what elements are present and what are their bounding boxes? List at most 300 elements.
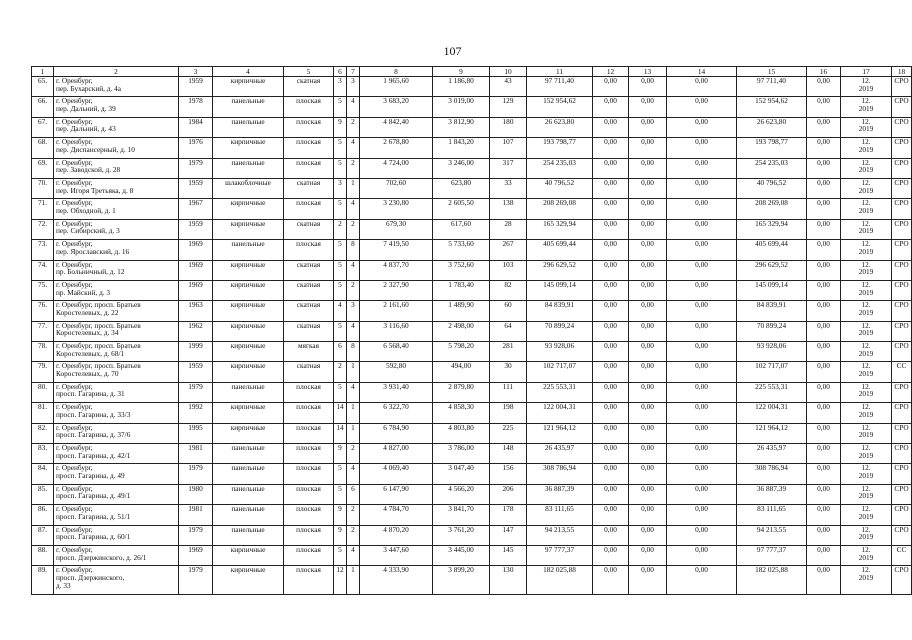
address-line: пер. Ярославский, д. 16 bbox=[56, 246, 130, 256]
deadline-cell bbox=[841, 199, 892, 219]
cost-col15-cell: 36 887,39 bbox=[737, 484, 807, 504]
column-number-header: 9 bbox=[433, 67, 490, 77]
build-year-cell: 1969 bbox=[179, 260, 213, 280]
cost-col14-cell: 0,00 bbox=[667, 158, 737, 178]
table-header bbox=[32, 67, 912, 77]
column-number-header: 15 bbox=[737, 67, 807, 77]
table-row bbox=[32, 199, 912, 219]
build-year-cell: 1999 bbox=[179, 342, 213, 362]
cost-col15-cell: 26 623,80 bbox=[737, 117, 807, 137]
column-number-header: 11 bbox=[527, 67, 593, 77]
row-number-cell: 74. bbox=[32, 260, 54, 280]
entrances-cell: 4 bbox=[347, 464, 360, 484]
residents-cell: 107 bbox=[490, 138, 527, 158]
cost-col14-cell: 0,00 bbox=[667, 321, 737, 341]
build-year-cell: 1969 bbox=[179, 280, 213, 300]
residents-cell: 225 bbox=[490, 423, 527, 443]
funding-method-cell: СРО bbox=[892, 199, 912, 219]
cost-col15-cell: 40 796,52 bbox=[737, 178, 807, 198]
residents-cell: 111 bbox=[490, 382, 527, 402]
cost-col14-cell: 0,00 bbox=[667, 199, 737, 219]
deadline-line: 2019 bbox=[858, 165, 874, 175]
deadline-line: 2019 bbox=[858, 307, 874, 317]
entrances-cell: 3 bbox=[347, 77, 360, 97]
total-area-cell: 4 069,40 bbox=[360, 464, 433, 484]
total-cost-cell: 225 553,31 bbox=[527, 382, 593, 402]
column-number-header: 2 bbox=[54, 67, 179, 77]
cost-col13-cell: 0,00 bbox=[629, 97, 667, 117]
floors-cell: 12 bbox=[334, 566, 347, 595]
cost-col12-cell: 0,00 bbox=[593, 138, 629, 158]
wall-material-cell: кирпичные bbox=[213, 566, 284, 595]
wall-material-cell: панельные bbox=[213, 525, 284, 545]
total-cost-cell: 182 025,88 bbox=[527, 566, 593, 595]
cost-col12-cell: 0,00 bbox=[593, 484, 629, 504]
table-row bbox=[32, 260, 912, 280]
wall-material-cell: панельные bbox=[213, 382, 284, 402]
address-line: пер. Сибирский, д. 3 bbox=[56, 226, 120, 236]
cost-col12-cell: 0,00 bbox=[593, 260, 629, 280]
deadline-line: 12. bbox=[861, 402, 871, 412]
address-line: г. Оренбург, bbox=[56, 198, 93, 208]
build-year-cell: 1959 bbox=[179, 362, 213, 382]
column-number-header: 4 bbox=[213, 67, 284, 77]
build-year-cell: 1978 bbox=[179, 97, 213, 117]
wall-material-cell: кирпичные bbox=[213, 403, 284, 423]
wall-material-cell: кирпичные bbox=[213, 199, 284, 219]
wall-material-cell: кирпичные bbox=[213, 545, 284, 565]
total-area-cell: 4 333,90 bbox=[360, 566, 433, 595]
total-area-cell: 2 327,90 bbox=[360, 280, 433, 300]
funding-method-cell: СРО bbox=[892, 219, 912, 239]
address-line: пер. Бухарский, д. 4а bbox=[56, 83, 122, 93]
cost-col13-cell: 0,00 bbox=[629, 382, 667, 402]
cost-col16-cell: 0,00 bbox=[807, 260, 841, 280]
address-cell bbox=[54, 525, 179, 545]
address-line: г. Оренбург, просп. Братьев bbox=[56, 341, 141, 351]
row-number-cell: 89. bbox=[32, 566, 54, 595]
deadline-line: 2019 bbox=[858, 511, 874, 521]
deadline-line: 2019 bbox=[858, 246, 874, 256]
wall-material-cell: шлакоблочные bbox=[213, 178, 284, 198]
address-line: г. Оренбург, bbox=[56, 443, 93, 453]
floors-cell: 5 bbox=[334, 138, 347, 158]
deadline-line: 2019 bbox=[858, 185, 874, 195]
living-area-cell: 5 798,20 bbox=[433, 342, 490, 362]
cost-col16-cell: 0,00 bbox=[807, 403, 841, 423]
deadline-cell bbox=[841, 117, 892, 137]
cost-col13-cell: 0,00 bbox=[629, 362, 667, 382]
floors-cell: 5 bbox=[334, 321, 347, 341]
living-area-cell: 4 858,30 bbox=[433, 403, 490, 423]
cost-col15-cell: 97 777,37 bbox=[737, 545, 807, 565]
address-cell bbox=[54, 505, 179, 525]
cost-col13-cell: 0,00 bbox=[629, 199, 667, 219]
deadline-cell bbox=[841, 97, 892, 117]
build-year-cell: 1969 bbox=[179, 240, 213, 260]
wall-material-cell: кирпичные bbox=[213, 423, 284, 443]
cost-col16-cell: 0,00 bbox=[807, 464, 841, 484]
build-year-cell: 1995 bbox=[179, 423, 213, 443]
total-area-cell: 4 842,40 bbox=[360, 117, 433, 137]
deadline-cell bbox=[841, 505, 892, 525]
roof-type-cell: плоская bbox=[284, 444, 334, 464]
total-cost-cell: 97 777,37 bbox=[527, 545, 593, 565]
entrances-cell: 1 bbox=[347, 403, 360, 423]
deadline-line: 2019 bbox=[858, 267, 874, 277]
cost-col12-cell: 0,00 bbox=[593, 97, 629, 117]
total-area-cell: 3 447,60 bbox=[360, 545, 433, 565]
living-area-cell: 3 445,00 bbox=[433, 545, 490, 565]
cost-col16-cell: 0,00 bbox=[807, 280, 841, 300]
build-year-cell: 1980 bbox=[179, 484, 213, 504]
address-line: г. Оренбург, bbox=[56, 218, 93, 228]
total-cost-cell: 97 711,40 bbox=[527, 77, 593, 97]
address-line: пр. Майский, д. 3 bbox=[56, 287, 111, 297]
floors-cell: 5 bbox=[334, 382, 347, 402]
cost-col14-cell: 0,00 bbox=[667, 240, 737, 260]
deadline-line: 12. bbox=[861, 381, 871, 391]
deadline-line: 12. bbox=[861, 300, 871, 310]
living-area-cell: 617,60 bbox=[433, 219, 490, 239]
wall-material-cell: панельные bbox=[213, 117, 284, 137]
address-cell bbox=[54, 178, 179, 198]
address-line: г. Оренбург, bbox=[56, 116, 93, 126]
address-line: Коростелевых, д. 22 bbox=[56, 307, 119, 317]
roof-type-cell: скатная bbox=[284, 77, 334, 97]
residents-cell: 82 bbox=[490, 280, 527, 300]
deadline-cell bbox=[841, 362, 892, 382]
floors-cell: 6 bbox=[334, 342, 347, 362]
cost-col12-cell: 0,00 bbox=[593, 240, 629, 260]
cost-col16-cell: 0,00 bbox=[807, 178, 841, 198]
cost-col15-cell: 405 699,44 bbox=[737, 240, 807, 260]
residents-cell: 156 bbox=[490, 464, 527, 484]
deadline-cell bbox=[841, 138, 892, 158]
address-line: просп. Дзержинского, bbox=[56, 572, 125, 582]
cost-col16-cell: 0,00 bbox=[807, 505, 841, 525]
floors-cell: 2 bbox=[334, 219, 347, 239]
residents-cell: 43 bbox=[490, 77, 527, 97]
deadline-line: 12. bbox=[861, 422, 871, 432]
wall-material-cell: панельные bbox=[213, 505, 284, 525]
funding-method-cell: СС bbox=[892, 362, 912, 382]
floors-cell: 9 bbox=[334, 505, 347, 525]
entrances-cell: 2 bbox=[347, 505, 360, 525]
column-number-header: 16 bbox=[807, 67, 841, 77]
deadline-line: 2019 bbox=[858, 471, 874, 481]
funding-method-cell: СРО bbox=[892, 464, 912, 484]
deadline-line: 2019 bbox=[858, 205, 874, 215]
wall-material-cell: кирпичные bbox=[213, 260, 284, 280]
residents-cell: 130 bbox=[490, 566, 527, 595]
deadline-cell bbox=[841, 444, 892, 464]
total-cost-cell: 40 796,52 bbox=[527, 178, 593, 198]
build-year-cell: 1976 bbox=[179, 138, 213, 158]
funding-method-cell: СРО bbox=[892, 97, 912, 117]
address-line: пер. Дальний, д. 39 bbox=[56, 103, 116, 113]
address-cell bbox=[54, 77, 179, 97]
entrances-cell: 2 bbox=[347, 117, 360, 137]
deadline-line: 2019 bbox=[858, 572, 874, 582]
floors-cell: 5 bbox=[334, 158, 347, 178]
deadline-cell bbox=[841, 77, 892, 97]
column-number-row bbox=[32, 67, 912, 77]
table-row bbox=[32, 403, 912, 423]
deadline-line: 12. bbox=[861, 259, 871, 269]
address-line: пер. Заводской, д. 28 bbox=[56, 165, 121, 175]
roof-type-cell: скатная bbox=[284, 362, 334, 382]
cost-col15-cell: 122 004,31 bbox=[737, 403, 807, 423]
deadline-cell bbox=[841, 403, 892, 423]
row-number-cell: 78. bbox=[32, 342, 54, 362]
entrances-cell: 1 bbox=[347, 423, 360, 443]
total-cost-cell: 122 004,31 bbox=[527, 403, 593, 423]
deadline-cell bbox=[841, 342, 892, 362]
build-year-cell: 1979 bbox=[179, 464, 213, 484]
table-row bbox=[32, 158, 912, 178]
roof-type-cell: плоская bbox=[284, 525, 334, 545]
residents-cell: 138 bbox=[490, 199, 527, 219]
roof-type-cell: плоская bbox=[284, 138, 334, 158]
address-line: просп. Гагарина, д. 49/1 bbox=[56, 491, 131, 501]
table-row bbox=[32, 117, 912, 137]
funding-method-cell: СРО bbox=[892, 444, 912, 464]
row-number-cell: 66. bbox=[32, 97, 54, 117]
deadline-line: 12. bbox=[861, 565, 871, 575]
table-row bbox=[32, 362, 912, 382]
address-line: пер. Обходной, д. 1 bbox=[56, 205, 116, 215]
floors-cell: 9 bbox=[334, 525, 347, 545]
residents-cell: 198 bbox=[490, 403, 527, 423]
column-number-header: 3 bbox=[179, 67, 213, 77]
table-row bbox=[32, 219, 912, 239]
cost-col12-cell: 0,00 bbox=[593, 362, 629, 382]
address-cell bbox=[54, 321, 179, 341]
living-area-cell: 4 566,20 bbox=[433, 484, 490, 504]
roof-type-cell: плоская bbox=[284, 382, 334, 402]
cost-col15-cell: 308 786,94 bbox=[737, 464, 807, 484]
deadline-line: 12. bbox=[861, 279, 871, 289]
deadline-line: 2019 bbox=[858, 83, 874, 93]
deadline-line: 2019 bbox=[858, 389, 874, 399]
address-line: пр. Больничный, д. 12 bbox=[56, 267, 125, 277]
living-area-cell: 5 733,60 bbox=[433, 240, 490, 260]
cost-col15-cell: 102 717,07 bbox=[737, 362, 807, 382]
total-area-cell: 2 161,60 bbox=[360, 301, 433, 321]
total-cost-cell: 94 213,55 bbox=[527, 525, 593, 545]
cost-col14-cell: 0,00 bbox=[667, 77, 737, 97]
roof-type-cell: плоская bbox=[284, 240, 334, 260]
total-area-cell: 1 965,60 bbox=[360, 77, 433, 97]
funding-method-cell: СРО bbox=[892, 525, 912, 545]
address-line: д. 33 bbox=[56, 580, 71, 590]
entrances-cell: 1 bbox=[347, 362, 360, 382]
deadline-line: 12. bbox=[861, 341, 871, 351]
cost-col14-cell: 0,00 bbox=[667, 280, 737, 300]
entrances-cell: 1 bbox=[347, 178, 360, 198]
wall-material-cell: панельные bbox=[213, 240, 284, 260]
total-cost-cell: 145 099,14 bbox=[527, 280, 593, 300]
floors-cell: 5 bbox=[334, 484, 347, 504]
deadline-cell bbox=[841, 301, 892, 321]
deadline-line: 12. bbox=[861, 218, 871, 228]
deadline-cell bbox=[841, 464, 892, 484]
wall-material-cell: кирпичные bbox=[213, 77, 284, 97]
living-area-cell: 3 019,00 bbox=[433, 97, 490, 117]
address-line: г. Оренбург, просп. Братьев bbox=[56, 300, 141, 310]
roof-type-cell: скатная bbox=[284, 280, 334, 300]
cost-col15-cell: 83 111,65 bbox=[737, 505, 807, 525]
total-cost-cell: 405 699,44 bbox=[527, 240, 593, 260]
address-line: г. Оренбург, просп. Братьев bbox=[56, 361, 141, 371]
deadline-cell bbox=[841, 240, 892, 260]
residents-cell: 129 bbox=[490, 97, 527, 117]
wall-material-cell: панельные bbox=[213, 484, 284, 504]
column-number-header: 6 bbox=[334, 67, 347, 77]
cost-col16-cell: 0,00 bbox=[807, 199, 841, 219]
column-number-header: 1 bbox=[32, 67, 54, 77]
wall-material-cell: панельные bbox=[213, 464, 284, 484]
floors-cell: 5 bbox=[334, 97, 347, 117]
entrances-cell: 4 bbox=[347, 97, 360, 117]
cost-col16-cell: 0,00 bbox=[807, 219, 841, 239]
deadline-line: 12. bbox=[861, 483, 871, 493]
row-number-cell: 80. bbox=[32, 382, 54, 402]
residents-cell: 30 bbox=[490, 362, 527, 382]
cost-col14-cell: 0,00 bbox=[667, 505, 737, 525]
table-row bbox=[32, 566, 912, 595]
address-line: г. Оренбург, bbox=[56, 565, 93, 575]
cost-col15-cell: 208 269,08 bbox=[737, 199, 807, 219]
residents-cell: 281 bbox=[490, 342, 527, 362]
deadline-line: 12. bbox=[861, 76, 871, 85]
row-number-cell: 85. bbox=[32, 484, 54, 504]
total-area-cell: 679,30 bbox=[360, 219, 433, 239]
living-area-cell: 3 786,00 bbox=[433, 444, 490, 464]
address-cell bbox=[54, 484, 179, 504]
wall-material-cell: кирпичные bbox=[213, 219, 284, 239]
cost-col14-cell: 0,00 bbox=[667, 342, 737, 362]
row-number-cell: 87. bbox=[32, 525, 54, 545]
cost-col15-cell: 94 213,55 bbox=[737, 525, 807, 545]
funding-method-cell: СРО bbox=[892, 260, 912, 280]
table-row bbox=[32, 525, 912, 545]
total-area-cell: 2 678,80 bbox=[360, 138, 433, 158]
deadline-line: 12. bbox=[861, 463, 871, 473]
floors-cell: 3 bbox=[334, 178, 347, 198]
build-year-cell: 1959 bbox=[179, 219, 213, 239]
table-row bbox=[32, 464, 912, 484]
address-line: просп. Гагарина, д. 51/1 bbox=[56, 511, 131, 521]
deadline-cell bbox=[841, 260, 892, 280]
total-cost-cell: 308 786,94 bbox=[527, 464, 593, 484]
cost-col16-cell: 0,00 bbox=[807, 301, 841, 321]
funding-method-cell: СРО bbox=[892, 321, 912, 341]
residents-cell: 206 bbox=[490, 484, 527, 504]
cost-col16-cell: 0,00 bbox=[807, 484, 841, 504]
column-number-header: 17 bbox=[841, 67, 892, 77]
table-row bbox=[32, 280, 912, 300]
cost-col13-cell: 0,00 bbox=[629, 240, 667, 260]
row-number-cell: 84. bbox=[32, 464, 54, 484]
table-row bbox=[32, 97, 912, 117]
residents-cell: 178 bbox=[490, 505, 527, 525]
living-area-cell: 3 899,20 bbox=[433, 566, 490, 595]
address-cell bbox=[54, 240, 179, 260]
column-number-header: 5 bbox=[284, 67, 334, 77]
roof-type-cell: скатная bbox=[284, 301, 334, 321]
table-row bbox=[32, 444, 912, 464]
total-area-cell: 3 116,60 bbox=[360, 321, 433, 341]
cost-col15-cell: 145 099,14 bbox=[737, 280, 807, 300]
deadline-cell bbox=[841, 321, 892, 341]
floors-cell: 14 bbox=[334, 423, 347, 443]
cost-col12-cell: 0,00 bbox=[593, 342, 629, 362]
deadline-line: 2019 bbox=[858, 491, 874, 501]
total-cost-cell: 296 629,52 bbox=[527, 260, 593, 280]
address-line: г. Оренбург, bbox=[56, 544, 93, 554]
build-year-cell: 1962 bbox=[179, 321, 213, 341]
row-number-cell: 82. bbox=[32, 423, 54, 443]
total-area-cell: 592,80 bbox=[360, 362, 433, 382]
cost-col15-cell: 152 954,62 bbox=[737, 97, 807, 117]
funding-method-cell: СРО bbox=[892, 505, 912, 525]
cost-col15-cell: 193 798,77 bbox=[737, 138, 807, 158]
cost-col12-cell: 0,00 bbox=[593, 178, 629, 198]
entrances-cell: 8 bbox=[347, 240, 360, 260]
address-cell bbox=[54, 280, 179, 300]
total-cost-cell: 102 717,07 bbox=[527, 362, 593, 382]
address-cell bbox=[54, 301, 179, 321]
deadline-cell bbox=[841, 219, 892, 239]
entrances-cell: 2 bbox=[347, 158, 360, 178]
cost-col13-cell: 0,00 bbox=[629, 525, 667, 545]
address-line: г. Оренбург, bbox=[56, 157, 93, 167]
cost-col16-cell: 0,00 bbox=[807, 525, 841, 545]
address-cell bbox=[54, 117, 179, 137]
cost-col15-cell: 182 025,88 bbox=[737, 566, 807, 595]
row-number-cell: 69. bbox=[32, 158, 54, 178]
total-cost-cell: 254 235,03 bbox=[527, 158, 593, 178]
total-area-cell: 4 724,00 bbox=[360, 158, 433, 178]
living-area-cell: 1 843,20 bbox=[433, 138, 490, 158]
cost-col13-cell: 0,00 bbox=[629, 219, 667, 239]
floors-cell: 5 bbox=[334, 464, 347, 484]
build-year-cell: 1969 bbox=[179, 545, 213, 565]
cost-col14-cell: 0,00 bbox=[667, 178, 737, 198]
cost-col14-cell: 0,00 bbox=[667, 464, 737, 484]
roof-type-cell: плоская bbox=[284, 199, 334, 219]
cost-col12-cell: 0,00 bbox=[593, 77, 629, 97]
total-cost-cell: 84 839,91 bbox=[527, 301, 593, 321]
floors-cell: 3 bbox=[334, 77, 347, 97]
cost-col16-cell: 0,00 bbox=[807, 97, 841, 117]
row-number-cell: 83. bbox=[32, 444, 54, 464]
entrances-cell: 1 bbox=[347, 566, 360, 595]
residents-cell: 33 bbox=[490, 178, 527, 198]
cost-col13-cell: 0,00 bbox=[629, 444, 667, 464]
cost-col15-cell: 121 964,12 bbox=[737, 423, 807, 443]
deadline-line: 2019 bbox=[858, 450, 874, 460]
table-row bbox=[32, 342, 912, 362]
table-row bbox=[32, 77, 912, 97]
cost-col14-cell: 0,00 bbox=[667, 219, 737, 239]
table-row bbox=[32, 138, 912, 158]
address-line: г. Оренбург, bbox=[56, 463, 93, 473]
cost-col12-cell: 0,00 bbox=[593, 117, 629, 137]
entrances-cell: 2 bbox=[347, 525, 360, 545]
